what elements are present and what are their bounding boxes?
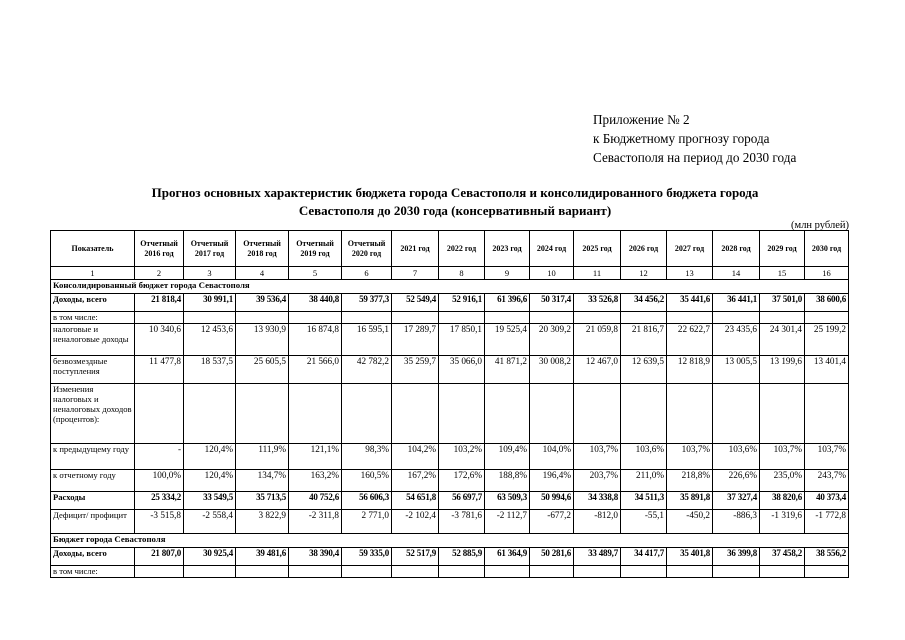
row-label: к отчетному году	[51, 470, 135, 492]
column-header: 2024 год	[530, 231, 574, 267]
cell-value: 104,0%	[530, 444, 574, 470]
cell-value: -2 102,4	[392, 510, 439, 534]
column-number: 8	[439, 267, 485, 280]
column-header: Отчетный 2018 год	[236, 231, 289, 267]
cell-value: 52 549,4	[392, 294, 439, 312]
cell-value: 104,2%	[392, 444, 439, 470]
cell-value	[621, 566, 667, 578]
cell-value: 218,8%	[667, 470, 713, 492]
cell-value: 103,6%	[621, 444, 667, 470]
cell-value: -55,1	[621, 510, 667, 534]
cell-value: 13 930,9	[236, 324, 289, 356]
cell-value: 35 259,7	[392, 356, 439, 384]
cell-value: 38 440,8	[289, 294, 342, 312]
cell-value: 40 373,4	[805, 492, 849, 510]
cell-value	[236, 566, 289, 578]
cell-value	[713, 566, 760, 578]
cell-value: 38 390,4	[289, 548, 342, 566]
cell-value: 243,7%	[805, 470, 849, 492]
cell-value: 37 458,2	[760, 548, 805, 566]
cell-value	[713, 384, 760, 444]
cell-value	[621, 312, 667, 324]
cell-value: 38 600,6	[805, 294, 849, 312]
column-number: 16	[805, 267, 849, 280]
appendix-line-1: Приложение № 2	[593, 112, 690, 127]
cell-value: 235,0%	[760, 470, 805, 492]
cell-value: -1 319,6	[760, 510, 805, 534]
table-row	[51, 356, 849, 384]
cell-value	[184, 384, 236, 444]
cell-value: 12 453,6	[184, 324, 236, 356]
cell-value: -886,3	[713, 510, 760, 534]
cell-value: 24 301,4	[760, 324, 805, 356]
section-row	[51, 280, 849, 294]
cell-value: 121,1%	[289, 444, 342, 470]
column-header: Отчетный 2020 год	[342, 231, 392, 267]
cell-value: 22 622,7	[667, 324, 713, 356]
cell-value: 25 334,2	[135, 492, 184, 510]
cell-value: 52 517,9	[392, 548, 439, 566]
section-row	[51, 534, 849, 548]
cell-value: 35 401,8	[667, 548, 713, 566]
cell-value: 56 606,3	[342, 492, 392, 510]
cell-value	[439, 312, 485, 324]
column-header: 2023 год	[485, 231, 530, 267]
row-label: безвозмездные поступления	[51, 356, 135, 384]
cell-value	[439, 566, 485, 578]
cell-value: 11 477,8	[135, 356, 184, 384]
appendix-note	[593, 110, 796, 167]
cell-value: 111,9%	[236, 444, 289, 470]
row-label: Расходы	[51, 492, 135, 510]
column-number: 15	[760, 267, 805, 280]
cell-value	[236, 384, 289, 444]
table-row	[51, 566, 849, 578]
cell-value: 39 536,4	[236, 294, 289, 312]
cell-value: 52 916,1	[439, 294, 485, 312]
cell-value: 103,2%	[439, 444, 485, 470]
cell-value: 35 066,0	[439, 356, 485, 384]
row-label: Дефицит/ профицит	[51, 510, 135, 534]
cell-value: 38 820,6	[760, 492, 805, 510]
table-row	[51, 324, 849, 356]
table-row	[51, 510, 849, 534]
cell-value: 21 816,7	[621, 324, 667, 356]
cell-value: 19 525,4	[485, 324, 530, 356]
cell-value	[760, 384, 805, 444]
column-header: 2030 год	[805, 231, 849, 267]
cell-value	[439, 384, 485, 444]
cell-value: 40 752,6	[289, 492, 342, 510]
row-label: Доходы, всего	[51, 548, 135, 566]
table-row	[51, 312, 849, 324]
cell-value	[236, 312, 289, 324]
cell-value: 17 850,1	[439, 324, 485, 356]
title-line-2: Севастополя до 2030 года (консервативный вариант)	[298, 203, 612, 218]
cell-value	[342, 312, 392, 324]
column-number: 5	[289, 267, 342, 280]
cell-value	[184, 312, 236, 324]
cell-value: 54 651,8	[392, 492, 439, 510]
cell-value: 109,4%	[485, 444, 530, 470]
cell-value: 25 199,2	[805, 324, 849, 356]
cell-value: 39 481,6	[236, 548, 289, 566]
cell-value: 21 807,0	[135, 548, 184, 566]
column-header: 2026 год	[621, 231, 667, 267]
cell-value: 16 874,8	[289, 324, 342, 356]
cell-value: 12 818,9	[667, 356, 713, 384]
cell-value	[289, 566, 342, 578]
cell-value: -2 112,7	[485, 510, 530, 534]
section-title: Консолидированный бюджет города Севастополя	[51, 280, 849, 294]
table-row	[51, 492, 849, 510]
cell-value: 34 338,8	[574, 492, 621, 510]
cell-value: 41 871,2	[485, 356, 530, 384]
cell-value: 12 639,5	[621, 356, 667, 384]
cell-value: 21 818,4	[135, 294, 184, 312]
cell-value: 17 289,7	[392, 324, 439, 356]
cell-value	[135, 384, 184, 444]
cell-value: 61 364,9	[485, 548, 530, 566]
cell-value: -812,0	[574, 510, 621, 534]
cell-value: 35 713,5	[236, 492, 289, 510]
cell-value	[805, 384, 849, 444]
cell-value	[621, 384, 667, 444]
cell-value: 34 417,7	[621, 548, 667, 566]
cell-value: 25 605,5	[236, 356, 289, 384]
cell-value: 50 281,6	[530, 548, 574, 566]
cell-value: 10 340,6	[135, 324, 184, 356]
cell-value: 120,4%	[184, 470, 236, 492]
cell-value: 13 005,5	[713, 356, 760, 384]
column-number: 12	[621, 267, 667, 280]
cell-value	[530, 384, 574, 444]
table-row	[51, 548, 849, 566]
column-header: Отчетный 2019 год	[289, 231, 342, 267]
cell-value: 37 501,0	[760, 294, 805, 312]
column-number: 9	[485, 267, 530, 280]
column-header: 2022 год	[439, 231, 485, 267]
cell-value: 30 925,4	[184, 548, 236, 566]
column-number: 10	[530, 267, 574, 280]
cell-value: 21 059,8	[574, 324, 621, 356]
cell-value: 52 885,9	[439, 548, 485, 566]
cell-value: -3 515,8	[135, 510, 184, 534]
cell-value	[184, 566, 236, 578]
column-number: 1	[51, 267, 135, 280]
cell-value: 167,2%	[392, 470, 439, 492]
column-number: 7	[392, 267, 439, 280]
column-number: 2	[135, 267, 184, 280]
cell-value: 23 435,6	[713, 324, 760, 356]
cell-value	[530, 566, 574, 578]
cell-value	[485, 384, 530, 444]
cell-value: 103,7%	[805, 444, 849, 470]
table-row	[51, 384, 849, 444]
cell-value: 103,7%	[574, 444, 621, 470]
cell-value: 134,7%	[236, 470, 289, 492]
cell-value	[392, 384, 439, 444]
cell-value	[574, 384, 621, 444]
column-number: 11	[574, 267, 621, 280]
cell-value: 34 511,3	[621, 492, 667, 510]
cell-value: 3 822,9	[236, 510, 289, 534]
cell-value: 36 441,1	[713, 294, 760, 312]
cell-value: 226,6%	[713, 470, 760, 492]
cell-value	[485, 312, 530, 324]
cell-value: -2 558,4	[184, 510, 236, 534]
cell-value: 188,8%	[485, 470, 530, 492]
cell-value: 12 467,0	[574, 356, 621, 384]
cell-value: 103,7%	[760, 444, 805, 470]
cell-value	[289, 312, 342, 324]
column-header: 2021 год	[392, 231, 439, 267]
cell-value	[805, 312, 849, 324]
column-header: 2028 год	[713, 231, 760, 267]
cell-value: 16 595,1	[342, 324, 392, 356]
row-label: Доходы, всего	[51, 294, 135, 312]
cell-value	[342, 384, 392, 444]
cell-value: 50 317,4	[530, 294, 574, 312]
cell-value: -2 311,8	[289, 510, 342, 534]
cell-value: 42 782,2	[342, 356, 392, 384]
row-label: налоговые и неналоговые доходы	[51, 324, 135, 356]
cell-value	[805, 566, 849, 578]
appendix-line-2: к Бюджетному прогнозу города	[593, 131, 770, 146]
cell-value: 211,0%	[621, 470, 667, 492]
row-label: к предыдущему году	[51, 444, 135, 470]
cell-value: 103,7%	[667, 444, 713, 470]
cell-value: 56 697,7	[439, 492, 485, 510]
cell-value: 30 991,1	[184, 294, 236, 312]
column-header: 2025 год	[574, 231, 621, 267]
cell-value: 59 377,3	[342, 294, 392, 312]
cell-value: 38 556,2	[805, 548, 849, 566]
document-title	[60, 184, 850, 220]
table-row	[51, 470, 849, 492]
cell-value: 13 401,4	[805, 356, 849, 384]
table-row	[51, 294, 849, 312]
cell-value	[713, 312, 760, 324]
section-title: Бюджет города Севастополя	[51, 534, 849, 548]
cell-value: -	[135, 444, 184, 470]
column-number: 3	[184, 267, 236, 280]
table-row	[51, 444, 849, 470]
cell-value	[485, 566, 530, 578]
cell-value: 18 537,5	[184, 356, 236, 384]
column-number: 13	[667, 267, 713, 280]
cell-value	[574, 312, 621, 324]
cell-value: 172,6%	[439, 470, 485, 492]
cell-value	[760, 566, 805, 578]
cell-value: 21 566,0	[289, 356, 342, 384]
cell-value	[530, 312, 574, 324]
cell-value: 36 399,8	[713, 548, 760, 566]
cell-value: 35 441,6	[667, 294, 713, 312]
cell-value: 35 891,8	[667, 492, 713, 510]
budget-forecast-table	[50, 230, 849, 578]
cell-value	[667, 312, 713, 324]
cell-value: 30 008,2	[530, 356, 574, 384]
cell-value	[392, 312, 439, 324]
cell-value: 33 489,7	[574, 548, 621, 566]
row-label: Изменения налоговых и неналоговых доходов (процентов):	[51, 384, 135, 444]
cell-value	[289, 384, 342, 444]
header-row	[51, 231, 849, 267]
cell-value: 120,4%	[184, 444, 236, 470]
column-header: Отчетный 2017 год	[184, 231, 236, 267]
cell-value: 33 549,5	[184, 492, 236, 510]
cell-value	[667, 566, 713, 578]
cell-value: 203,7%	[574, 470, 621, 492]
cell-value: 33 526,8	[574, 294, 621, 312]
cell-value	[342, 566, 392, 578]
column-number: 4	[236, 267, 289, 280]
appendix-line-3: Севастополя на период до 2030 года	[593, 150, 797, 165]
cell-value: 160,5%	[342, 470, 392, 492]
cell-value: 59 335,0	[342, 548, 392, 566]
cell-value: -677,2	[530, 510, 574, 534]
cell-value	[135, 566, 184, 578]
column-header: Отчетный 2016 год	[135, 231, 184, 267]
cell-value: 61 396,6	[485, 294, 530, 312]
units-label: (млн рублей)	[791, 220, 849, 231]
cell-value: 2 771,0	[342, 510, 392, 534]
cell-value: 37 327,4	[713, 492, 760, 510]
cell-value: 103,6%	[713, 444, 760, 470]
cell-value	[574, 566, 621, 578]
cell-value: 100,0%	[135, 470, 184, 492]
column-header: 2029 год	[760, 231, 805, 267]
column-number-row	[51, 267, 849, 280]
cell-value: 50 994,6	[530, 492, 574, 510]
column-header: Показатель	[51, 231, 135, 267]
row-label: в том числе:	[51, 566, 135, 578]
row-label: в том числе:	[51, 312, 135, 324]
cell-value: -450,2	[667, 510, 713, 534]
cell-value: -1 772,8	[805, 510, 849, 534]
column-number: 6	[342, 267, 392, 280]
column-number: 14	[713, 267, 760, 280]
cell-value: 34 456,2	[621, 294, 667, 312]
cell-value: -3 781,6	[439, 510, 485, 534]
column-header: 2027 год	[667, 231, 713, 267]
cell-value: 13 199,6	[760, 356, 805, 384]
title-line-1: Прогноз основных характеристик бюджета города Севастополя и консолидированного бюджета города	[151, 185, 759, 200]
cell-value	[667, 384, 713, 444]
cell-value: 163,2%	[289, 470, 342, 492]
cell-value: 20 309,2	[530, 324, 574, 356]
cell-value	[135, 312, 184, 324]
cell-value: 63 509,3	[485, 492, 530, 510]
cell-value: 196,4%	[530, 470, 574, 492]
cell-value: 98,3%	[342, 444, 392, 470]
cell-value	[760, 312, 805, 324]
cell-value	[392, 566, 439, 578]
